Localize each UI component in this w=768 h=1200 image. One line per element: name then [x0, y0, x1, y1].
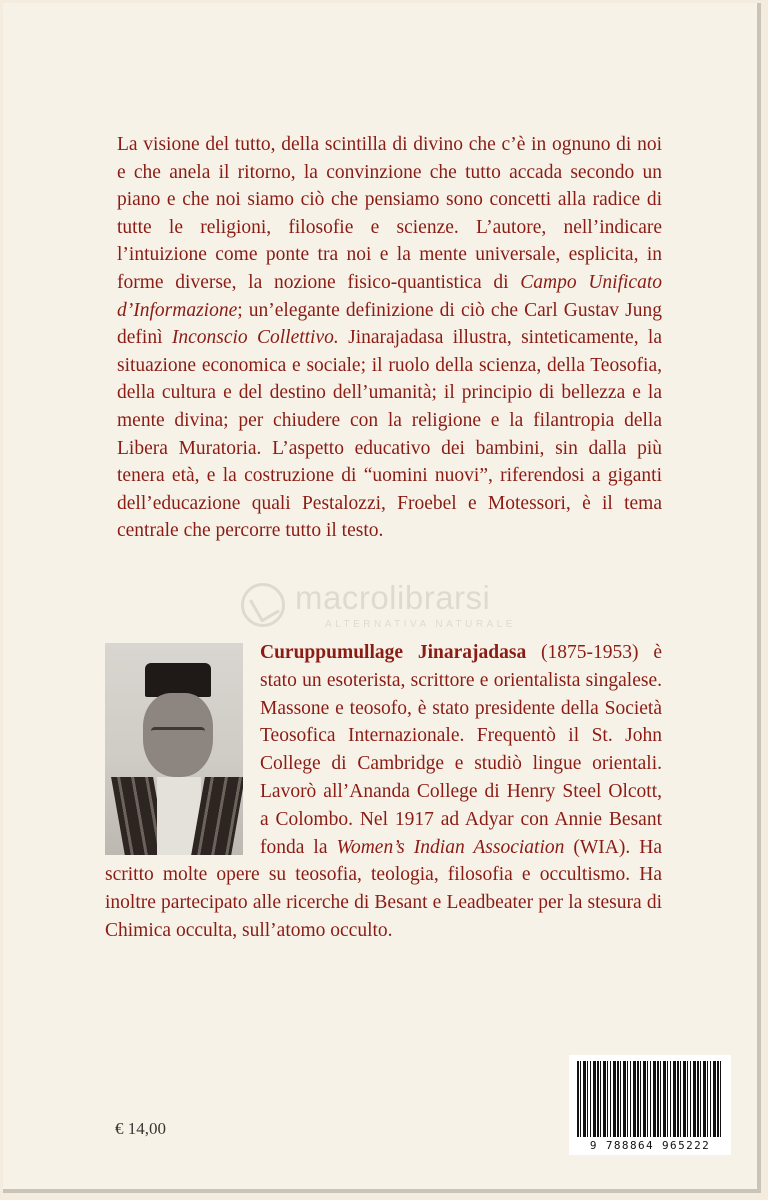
author-bio-text-1: è stato un esoterista, scrittore e orientalista singalese. Massone e teosofo, è stato presidente della Società Teosofica Internazionale. Frequentò il St. John College di Cambridge e studiò lingue orientali. Lavorò all’Ananda College di Henry Steel Olcott, a Colombo. Nel 1917 ad Adyar con Annie Besant fonda la — [260, 642, 663, 858]
watermark-tagline: ALTERNATIVA NATURALE — [325, 619, 516, 630]
description-italic-1: Campo Unificato d’Informazione — [117, 271, 662, 321]
book-back-cover — [3, 3, 761, 1193]
book-description — [117, 131, 662, 545]
description-text-2: ; un’elegante definizione di ciò che Carl Gustav Jung definì — [117, 299, 662, 349]
description-italic-2: Inconscio Collettivo. — [171, 327, 339, 349]
author-bio — [105, 639, 662, 945]
isbn-barcode — [569, 1055, 731, 1155]
price-label: € 14,00 — [115, 1119, 166, 1138]
watermark-name: macrolibrarsi — [295, 579, 491, 616]
leaf-logo-icon — [241, 583, 285, 627]
barcode-bars — [577, 1061, 723, 1137]
description-text-3: Jinarajadasa illustra, sinteticamente, la situazione economica e sociale; il ruolo della scienza, della Teosofia, della cultura e del destino dell’umanità; il principio di bellezza e la mente divina; per chiudere con la religione e la filantropia della Libera Muratoria. L’aspetto educativo dei bambini, sin dalla più tenera età, e la costruzione di “uomini nuovi”, riferendosi a giganti dell’educazione quali Pestalozzi, Froebel e Motessori, è il tema centrale che percorre tutto il testo. — [117, 327, 663, 542]
author-name: Curuppumullage Jinarajadasa — [260, 642, 527, 663]
author-years: (1875-1953) — [526, 642, 639, 663]
author-bio-italic: Women’s Indian Association — [336, 836, 565, 858]
publisher-watermark — [241, 577, 541, 637]
author-bio-text-2: (WIA). Ha scritto molte opere su teosofia, teologia, filosofia e occultismo. Ha inoltre partecipato alle ricerche di Besant e Leadbeater per la stesura di Chimica occulta, sull’atomo occulto. — [105, 836, 662, 941]
description-text-1: La visione del tutto, della scintilla di divino che c’è in ognuno di noi e che anela il ritorno, la convinzione che tutto accada secondo un piano e che noi siamo ciò che pensiamo sono concetti alla radice di tutte le religioni, filosofie e scienze. L’autore, nell’indicare l’intuizione come ponte tra noi e la mente universale, esplicita, in forme diverse, la nozione fisico-quantistica di — [117, 134, 662, 293]
barcode-number: 9 788864 965222 — [589, 1139, 711, 1152]
